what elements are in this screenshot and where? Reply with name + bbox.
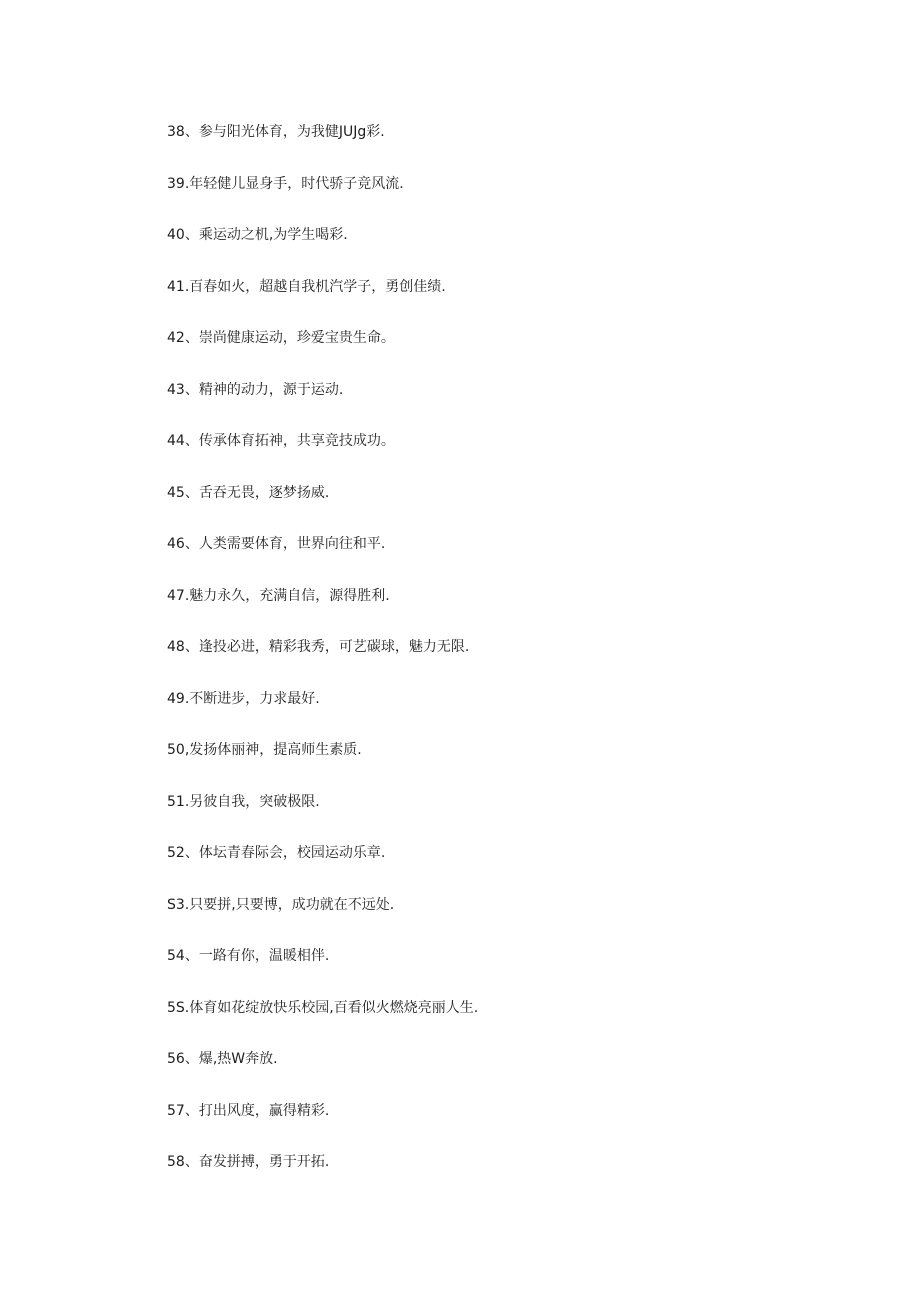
list-item: 54、一路有你，温暖相伴. xyxy=(167,948,330,964)
list-item: 42、崇尚健康运动，珍爱宝贵生命。 xyxy=(167,330,395,346)
list-item: 48、逢投必进，精彩我秀，可艺碳球，魅力无限. xyxy=(167,639,470,655)
list-item: 50,发扬体丽神，提高师生素质. xyxy=(167,742,362,758)
list-item: 52、体坛青春际会，校园运动乐章. xyxy=(167,845,386,861)
list-item: 46、人类需要体育，世界向往和平. xyxy=(167,536,386,552)
list-item: S3.只要拼,只要博，成功就在不远处. xyxy=(167,896,395,913)
list-item: 47.魅力永久，充满自信，源得胜利. xyxy=(167,587,390,604)
list-item: 58、奋发拼搏，勇于开拓. xyxy=(167,1154,330,1170)
list-item: 38、参与阳光体育，为我健JUJg彩. xyxy=(167,124,385,140)
list-item: 5S.体育如花绽放快乐校园,百看似火燃烧亮丽人生. xyxy=(167,999,479,1016)
list-item: 57、打出风度，赢得精彩. xyxy=(167,1102,330,1119)
list-item: 56、爆,热W奔放. xyxy=(167,1051,278,1067)
list-item: 49.不断进步，力求最好. xyxy=(167,690,320,707)
list-item: 40、乘运动之机,为学生喝彩. xyxy=(167,227,348,243)
list-item: 44、传承体育拓神，共享竞技成功。 xyxy=(167,433,395,449)
slogan-list xyxy=(167,121,478,1203)
list-item: 39.年轻健儿显身手，时代骄子竞风流. xyxy=(167,175,404,192)
list-item: 45、舌吞无畏，逐梦扬威. xyxy=(167,484,330,501)
list-item: 41.百春如火，超越自我机汽学子，勇创佳绩. xyxy=(167,278,446,295)
list-item: 43、精神的动力，源于运动. xyxy=(167,381,344,398)
list-item: 51.另彼自我，突破极限. xyxy=(167,793,320,810)
